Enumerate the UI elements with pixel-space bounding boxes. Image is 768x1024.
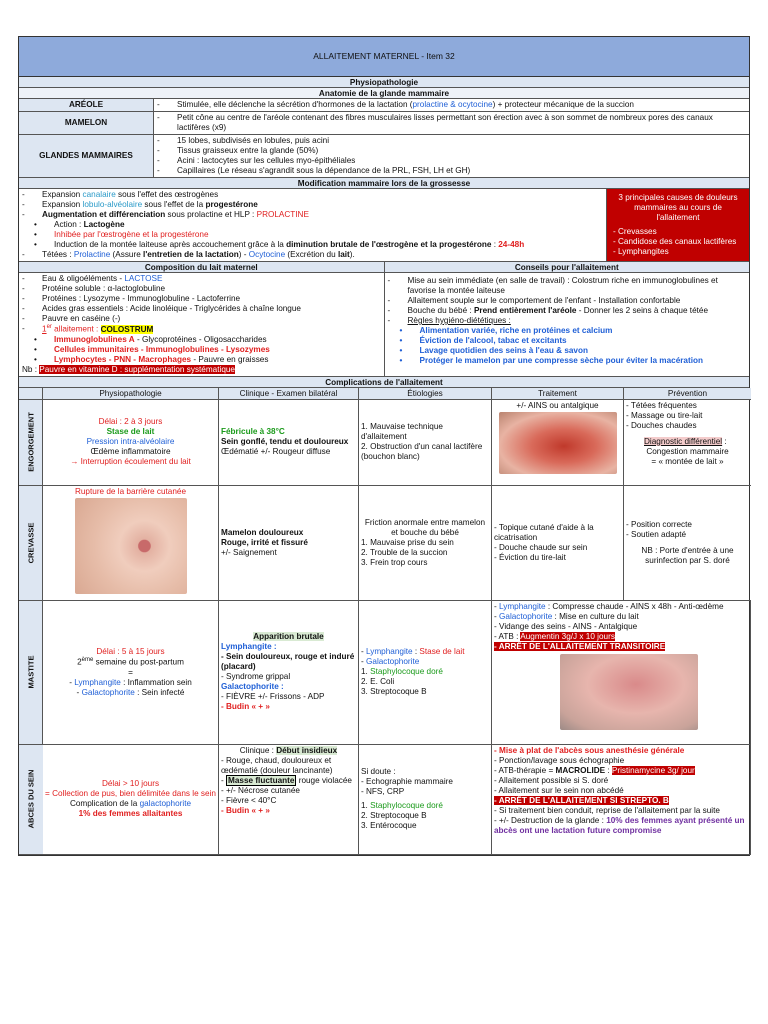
row-label-engorgement: ENGORGEMENT xyxy=(19,400,43,486)
physio-header: Physiopathologie xyxy=(19,77,749,88)
complications-table: Physiopathologie Clinique - Examen bilatéral Étiologies Traitement Prévention ENGORGEMENT Délai : 2 à 3 jours Stase de lait Pression intra-alvéolaire Œdème inflammatoire → Interruption écoulement du lait Fébricule à 38°C Sein gonflé, tendu et douloureux Œdématié +/- Rougeur diffuse 1. Mauvaise technique d'allaitement 2. Obstruction d'un canal lactifère (bouchon blanc) +/- AINS ou antalgique - Tétées fréquentes - Massage ou tire-lait - Douches chaudes Diagnostic différentiel : Congestion mammaire = « montée de lait » CREVASSE Rupture de la barrière cutanée Mamelon douloureux Rouge, irrité et fissuré +/- Saignement Friction anormale entre mamelon et bouche du bébé 1. Mauvaise prise du sein 2. Trouble de la succion 3. Frein trop cours - Topique cutané d'aide à la cicatrisation - Douche chaude sur sein - Éviction du tire-lait - Position correcte - Soutien adapté NB : Porte d'entrée à une surinfection par S. doré MASTITE Délai : 5 à 15 jours 2ème semaine du post-partum = - Lymphangite : Inflammation sein - Galactophorite : Sein infecté Apparition brutale Lymphangite : - Sein douloureux, rouge et induré (placard) - Syndrome grippal Galactophorite : - FIÈVRE +/- Frissons - ADP - Budin « + » - Lymphangite : Stase de lait - Galactophorite 1. Staphylocoque doré 2. E. Coli 3. Streptocoque B - Lymphangite : Compresse chaude - AINS x 48h - Anti-œdème - Galactophorite : Mise en culture du lait - Vidange des seins - AINS - Antalgique - ATB : Augmentin 3g/J x 10 jours - ARRÊT DE L'ALLAITEMENT TRANSITOIRE ABCES DU SEIN Délai > 10 jours = Collection de pus, bien délimitée dans le sein Complication de la galactophorite 1% des femmes allaitantes Clinique : Début insidieux - Rouge, chaud, douloureux et œdématié (douleur lancinante) - Masse fluctuante rouge violacée - +/- Nécrose cutanée - Fièvre < 40°C - Budin « + » Si doute : - Echographie mammaire - NFS, CRP 1. Staphylocoque doré 2. Streptocoque B 3. Entérocoque - Mise à plat de l'abcès sous anesthésie générale - Ponction/lavage sous échographie - ATB-thérapie = MACROLIDE : Pristinamycine 3g/ jour - Allaitement possible si S. doré - Allaitement sur le sein non abcédé - ARRÊT DE L'ALLAITEMENT SI STREPTO. B - Si traitement bien conduit, reprise de l'allaitement par la suite - +/- Destruction de la glande : 10% des femmes ayant présenté un abcès ont une lactation future compromise xyxy=(19,388,749,855)
glandes-label: GLANDES MAMMAIRES xyxy=(19,135,154,177)
composition-conseils: Composition du lait maternel - Eau & oligoéléments - LACTOSE - Protéine soluble : α-lactoglobuline - Protéines : Lysozyme - Immunoglobuline - Lactoferrine - Acides gras essentiels : Acide linoléique - Triglycérides à chaîne longue - Pauvre en caséine (-) - 1er allaitement : COLOSTRUM • Immunoglobulines A - Glycoprotéines - Oligosaccharides • Cellules immunitaires - Immunoglobulines - Lysozymes • Lymphocytes - PNN - Macrophages - Pauvre en graisses Nb : Pauvre en vitamine D : supplémentation systématique Conseils pour l'allaitement - Mise au sein immédiate (en salle de travail) : Colostrum riche en immunoglobulines et favorise la montée laiteuse - Allaitement souple sur le comportement de l'enfant - Installation confortable - Bouche du bébé : Prend entièrement l'aréole - Donner les 2 seins à chaque tétée - Règles hygiéno-diététiques : • Alimentation variée, riche en protéines et calcium • Éviction de l'alcool, tabac et excitants • Lavage quotidien des seins à l'eau & savon • Protéger le mamelon par une compresse sèche pour éviter la macération xyxy=(19,262,749,377)
col-etiologies: Étiologies xyxy=(359,388,492,400)
page xyxy=(18,36,750,856)
col-clinique: Clinique - Examen bilatéral xyxy=(219,388,359,400)
row-label-abces: ABCES DU SEIN xyxy=(19,745,43,855)
areole-label: ARÉOLE xyxy=(19,99,154,111)
mamelon-label: MAMELON xyxy=(19,112,154,134)
col-prevention: Prévention xyxy=(624,388,751,400)
anatomy-header: Anatomie de la glande mammaire xyxy=(19,88,749,99)
col-physio: Physiopathologie xyxy=(43,388,219,400)
crevasse-photo xyxy=(75,498,187,594)
mastite-photo xyxy=(560,654,698,730)
complications-header: Complications de l'allaitement xyxy=(19,377,749,388)
col-traitement: Traitement xyxy=(492,388,624,400)
composition-header: Composition du lait maternel xyxy=(19,262,384,273)
glandes-row: GLANDES MAMMAIRES - 15 lobes, subdivisés en lobules, puis acini - Tissus graisseux entre la glande (50%) - Acini : lactocytes sur les cellules myo-épithéliales - Capillaires (Le réseau s'agrandit sous la dépendance de la PRL, FSH, LH et GH) xyxy=(19,135,749,178)
document-title-bar xyxy=(19,37,749,77)
modification-header: Modification mammaire lors de la grossesse xyxy=(19,178,749,189)
row-label-crevasse: CREVASSE xyxy=(19,486,43,601)
conseils-header: Conseils pour l'allaitement xyxy=(385,262,750,273)
modification-block: - Expansion canalaire sous l'effet des œstrogènes - Expansion lobulo-alvéolaire sous l'effet de la progestérone - Augmentation et différenciation sous prolactine et HLP : PROLACTINE • Action : Lactogène • Inhibée par l'œstrogène et la progestérone • Induction de la montée laiteuse après accouchement grâce à la diminution brutale de l'œstrogène et la progestérone : 24-48h - Tétées : Prolactine (Assure l'entretien de la lactation) - Ocytocine (Excrétion du lait). 3 principales causes de douleurs mammaires au cours de l'allaitement - Crevasses - Candidose des canaux lactifères - Lymphangites xyxy=(19,189,749,262)
row-label-mastite: MASTITE xyxy=(19,601,43,745)
areole-row: ARÉOLE - Stimulée, elle déclenche la sécrétion d'hormones de la lactation (prolactine & ocytocine) + protecteur mécanique de la succion xyxy=(19,99,749,112)
document-title: ALLAITEMENT MATERNEL - Item 32 xyxy=(313,51,455,62)
mamelon-row: MAMELON - Petit cône au centre de l'aréole contenant des fibres musculaires lisses permettant son érection avec à son sommet de nombreux pores des canaux lactifères (x9) xyxy=(19,112,749,135)
engorgement-photo xyxy=(499,412,617,474)
pain-causes-box: 3 principales causes de douleurs mammaires au cours de l'allaitement - Crevasses - Candidose des canaux lactifères - Lymphangites xyxy=(606,189,749,261)
